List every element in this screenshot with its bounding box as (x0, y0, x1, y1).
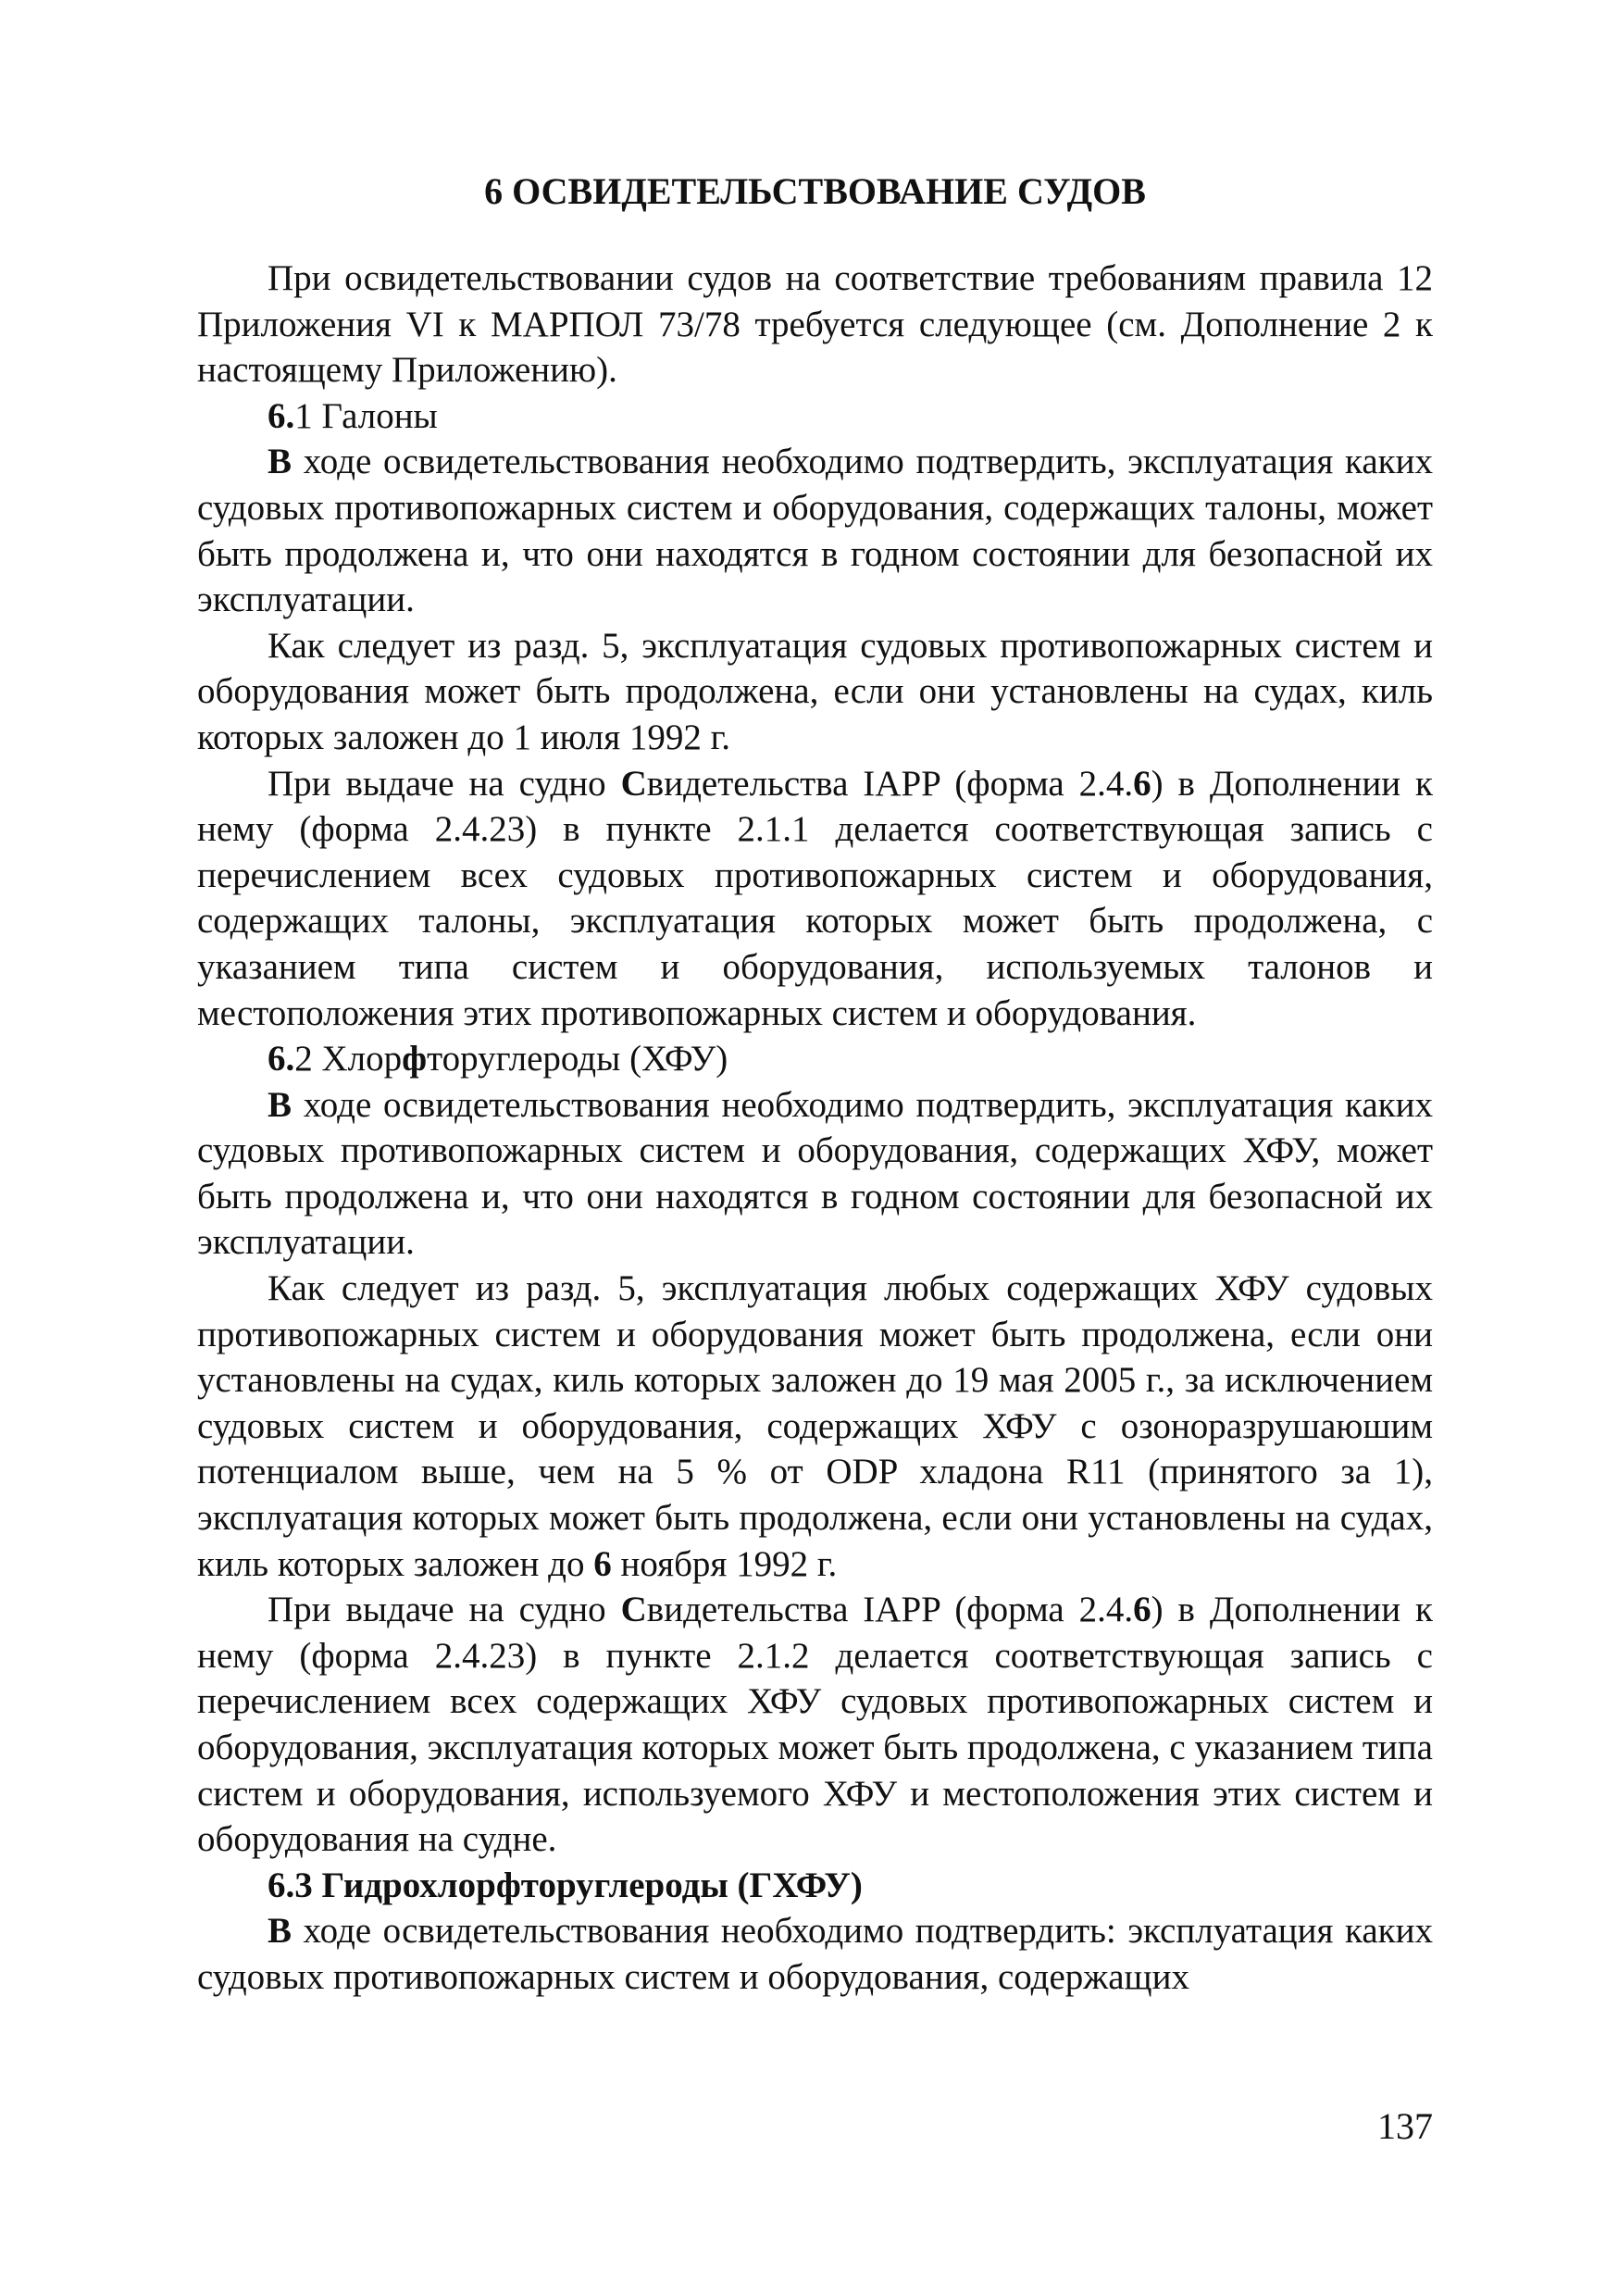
text-run: видетельства IAPP (форма 2.4. (646, 763, 1134, 804)
section-heading-6-1 (197, 393, 1433, 440)
heading-text: 2 Хлор (294, 1039, 403, 1079)
intro-paragraph: При освидетельствовании судов на соответствие требованиям правила 12 Приложения VI к МАРПОЛ 73/78 требуется следующее (см. Дополнение 2 к настоящему Приложению). (197, 258, 1433, 391)
chapter-title: 6 ОСВИДЕТЕЛЬСТВОВАНИЕ СУДОВ (484, 170, 1146, 212)
paragraph-text: ходе освидетельствования необходимо подтвердить: эксплуатация каких судовых противопожарных систем и оборудования, содержащих (197, 1911, 1433, 1997)
text-run: ноября 1992 г. (611, 1543, 838, 1584)
bold-run: ф (402, 1039, 428, 1079)
heading-text: 6.3 Гидрохлорфторуглероды (ГХФУ) (268, 1865, 863, 1905)
paragraph-6-1-verification (197, 439, 1433, 622)
text-run: ) в Дополнении к нему (форма 2.4.23) в пункте 2.1.1 делается соответствующая запись с перечислением всех судовых противопожарных систем и оборудования, содержащих талоны, эксплуатация которых может быть продолжена, с указанием типа систем и оборудования, используемых талонов и местоположения этих противопожарных систем и оборудования. (197, 763, 1433, 1033)
paragraph-text: ходе освидетельствования необходимо подтвердить, эксплуатация каких судовых противопожарных систем и оборудования, содержащих талоны, может быть продолжена и, что они находятся в годном состоянии для безопасной их эксплуатации. (197, 442, 1433, 620)
paragraph-6-3-verification (197, 1908, 1433, 2000)
heading-text: 1 Галоны (294, 395, 438, 436)
paragraph-6-2-section5 (197, 1266, 1433, 1587)
paragraph-6-1-iapp (197, 761, 1433, 1037)
bold-run: 6 (593, 1543, 612, 1584)
heading-number: 6. (268, 1039, 295, 1079)
bold-run: С (620, 1590, 647, 1630)
page-number: 137 (1377, 2105, 1433, 2147)
heading-number: 6. (268, 395, 295, 436)
section-heading-6-2 (197, 1036, 1433, 1082)
initial-letter: В (268, 442, 292, 482)
text-run: При выдаче на судно (268, 1590, 621, 1630)
text-run: ) в Дополнении к нему (форма 2.4.23) в пункте 2.1.2 делается соответствующая запись с перечислением всех содержащих ХФУ судовых противопожарных систем и оборудования, эксплуатация которых может быть продолжена, с указанием типа систем и оборудования, используемого ХФУ и местоположения этих систем и оборудования на судне. (197, 1590, 1433, 1860)
initial-letter: В (268, 1911, 292, 1952)
bold-run: 6 (1133, 1590, 1151, 1630)
heading-text: торуглероды (ХФУ) (427, 1039, 728, 1079)
section-heading-6-3 (197, 1863, 1433, 1909)
text-run: При выдаче на судно (268, 763, 621, 804)
bold-run: 6 (1133, 763, 1151, 804)
initial-letter: В (268, 1084, 292, 1125)
paragraph-6-1-section5: Как следует из разд. 5, эксплуатация судовых противопожарных систем и оборудования может быть продолжена, если они установлены на судах, киль которых заложен до 1 июля 1992 г. (197, 625, 1433, 757)
paragraph-6-2-iapp (197, 1587, 1433, 1863)
text-run: видетельства IAPP (форма 2.4. (646, 1590, 1134, 1630)
page-content (197, 156, 1433, 2001)
paragraph-6-2-verification (197, 1082, 1433, 1266)
text-run: Как следует из разд. 5, эксплуатация любых содержащих ХФУ судовых противопожарных систем и оборудования может быть продолжена, если они установлены на судах, киль которых заложен до 19 мая 2005 г., за исключением судовых систем и оборудования, содержащих ХФУ с озоноразрушаюшим потенциалом выше, чем на 5 % от ODP хладона R11 (принятого за 1), эксплуатация которых может быть продолжена, если они установлены на судах, киль которых заложен до (197, 1268, 1433, 1584)
paragraph-text: ходе освидетельствования необходимо подтвердить, эксплуатация каких судовых противопожарных систем и оборудования, содержащих ХФУ, может быть продолжена и, что они находятся в годном состоянии для безопасной их эксплуатации. (197, 1084, 1433, 1263)
bold-run: С (620, 763, 647, 804)
